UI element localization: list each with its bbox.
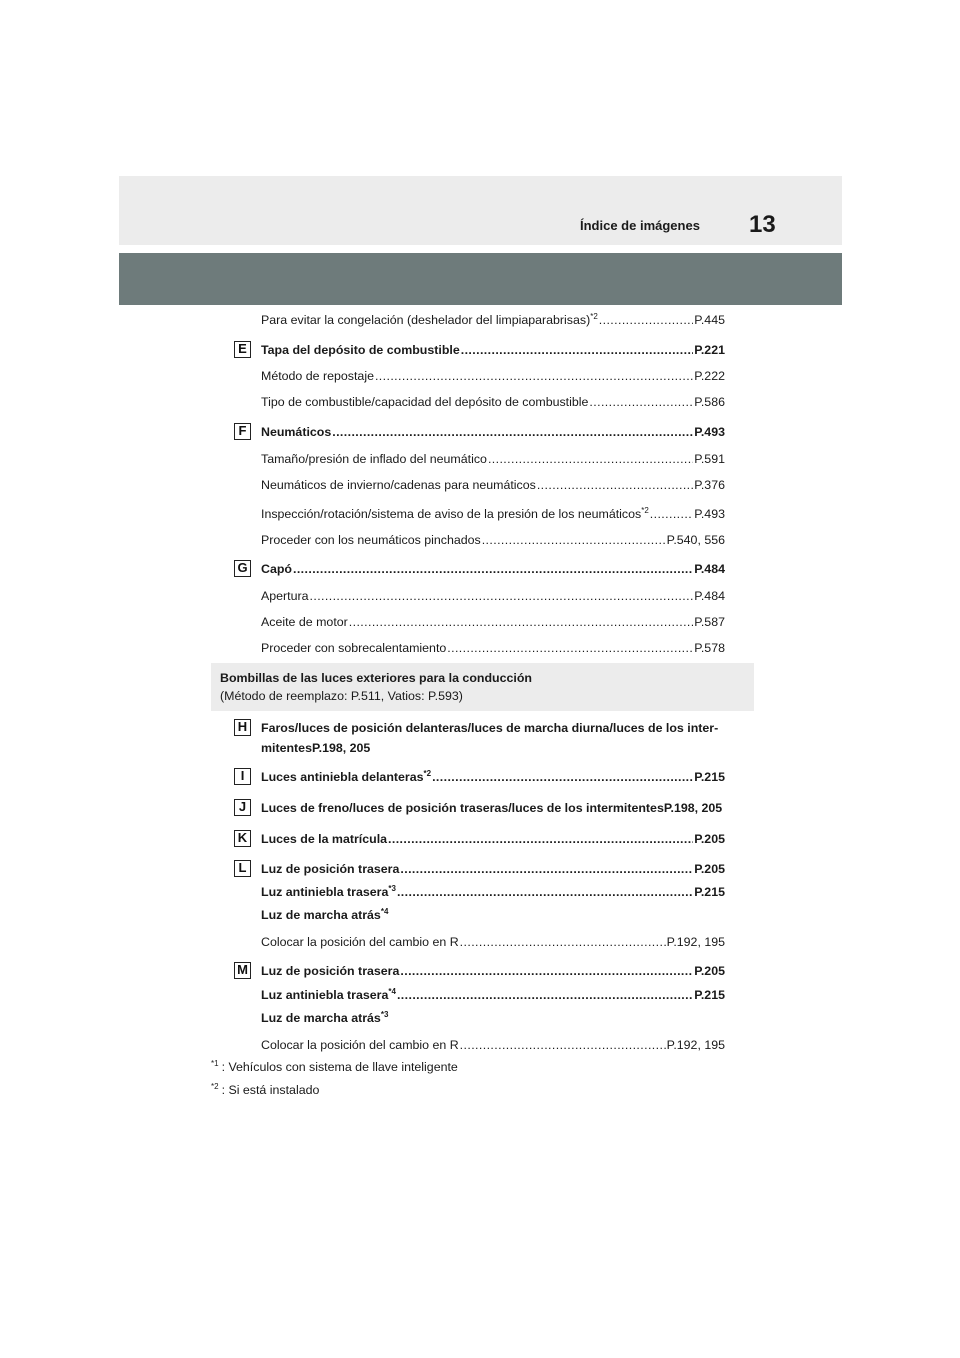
index-entry[interactable]: Neumáticos ..... P.493 <box>261 425 725 440</box>
leader-dots <box>482 533 666 548</box>
badge-k: K <box>234 830 251 847</box>
badge-l: L <box>234 860 251 877</box>
index-entry[interactable]: Apertura ..... P.484 <box>261 589 725 604</box>
index-entry-line1[interactable]: Faros/luces de posición delanteras/luces de marcha diurna/luces de los inter- <box>261 721 719 735</box>
page-ref: P.493 <box>694 507 725 521</box>
leader-dots <box>293 562 693 577</box>
badge-j: J <box>234 799 251 816</box>
page-ref: P.591 <box>694 452 725 466</box>
index-entry[interactable]: Proceder con los neumáticos pinchados ..... P.540, 556 <box>261 533 725 548</box>
index-entry[interactable]: Proceder con sobrecalentamiento ..... P.578 <box>261 641 725 656</box>
badge-e: E <box>234 341 251 358</box>
index-entry[interactable]: Capó ..... P.484 <box>261 562 725 577</box>
leader-dots <box>397 988 693 1003</box>
page-ref: P.205 <box>694 964 725 978</box>
leader-dots <box>397 885 693 900</box>
index-entry[interactable]: Luces de freno/luces de posición traseras/luces de los intermitentesP.198, 205 <box>261 801 723 815</box>
leader-dots <box>599 313 693 328</box>
page-ref: P.215 <box>694 770 725 784</box>
index-entry[interactable]: Luz de posición trasera ..... P.205 <box>261 862 725 877</box>
page-ref: P.221 <box>694 343 725 357</box>
page-number: 13 <box>749 211 776 238</box>
index-entry[interactable]: Tapa del depósito de combustible ..... P.221 <box>261 343 725 358</box>
index-entry[interactable]: Luces antiniebla delanteras$^{*2}$ ..... P.215 <box>261 770 725 785</box>
index-entry[interactable]: Luz de posición trasera ..... P.205 <box>261 964 725 979</box>
footnote-1: $^{*1}$ : Vehículos con sistema de llave inteligente <box>211 1059 458 1074</box>
index-entry[interactable]: Tipo de combustible/capacidad del depósito de combustible ..... P.586 <box>261 395 725 410</box>
badge-h: H <box>234 719 251 736</box>
page-ref: P.192, 195 <box>666 935 725 949</box>
leader-dots <box>400 862 693 877</box>
leader-dots <box>488 452 693 467</box>
leader-dots <box>332 425 693 440</box>
index-entry[interactable]: Colocar la posición del cambio en R ..... P.192, 195 <box>261 1038 725 1053</box>
index-entry-line2[interactable]: mitentesP.198, 205 <box>261 741 371 755</box>
section-header-box <box>211 663 754 711</box>
page-ref: P.192, 195 <box>666 1038 725 1052</box>
leader-dots <box>447 641 693 656</box>
page-ref: P.215 <box>694 885 725 899</box>
index-entry[interactable]: Colocar la posición del cambio en R ..... P.192, 195 <box>261 935 725 950</box>
page-ref: P.205 <box>694 832 725 846</box>
leader-dots <box>650 507 693 522</box>
leader-dots <box>460 1038 666 1053</box>
index-entry[interactable]: Neumáticos de invierno/cadenas para neumáticos ..... P.376 <box>261 478 725 493</box>
index-entry[interactable]: Método de repostaje ..... P.222 <box>261 369 725 384</box>
badge-i: I <box>234 768 251 785</box>
leader-dots <box>388 832 693 847</box>
leader-dots <box>432 770 693 785</box>
leader-dots <box>537 478 693 493</box>
footnote-2: $^{*2}$ : Si está instalado <box>211 1082 320 1097</box>
leader-dots <box>375 369 693 384</box>
leader-dots <box>349 615 693 630</box>
section-subheading: (Método de reemplazo: P.511, Vatios: P.593) <box>220 689 463 703</box>
leader-dots <box>400 964 693 979</box>
leader-dots <box>461 343 693 358</box>
page-ref: P.222 <box>694 369 725 383</box>
index-entry[interactable]: Aceite de motor ..... P.587 <box>261 615 725 630</box>
index-entry[interactable]: Para evitar la congelación (deshelador del limpiaparabrisas)$^{*2}$ ..... P.445 <box>261 313 725 328</box>
page-ref: P.586 <box>694 395 725 409</box>
page-ref: P.540, 556 <box>666 533 725 547</box>
page-ref: P.445 <box>694 313 725 327</box>
page-ref: P.484 <box>694 589 725 603</box>
page-ref: P.484 <box>694 562 725 576</box>
index-entry[interactable]: Luces de la matrícula ..... P.205 <box>261 832 725 847</box>
header-dark-band <box>119 253 842 305</box>
page-ref: P.493 <box>694 425 725 439</box>
index-entry[interactable]: Luz antiniebla trasera$^{*3}$ ..... P.215 <box>261 885 725 900</box>
section-heading: Bombillas de las luces exteriores para la conducción <box>220 671 532 685</box>
badge-f: F <box>234 423 251 440</box>
index-entry[interactable]: Luz antiniebla trasera$^{*4}$ ..... P.215 <box>261 988 725 1003</box>
section-title: Índice de imágenes <box>580 218 700 233</box>
index-entry[interactable]: Tamaño/presión de inflado del neumático ..... P.591 <box>261 452 725 467</box>
page-ref: P.578 <box>694 641 725 655</box>
index-entry[interactable]: Luz de marcha atrás$^{*3}$ <box>261 1010 389 1025</box>
page-ref: P.376 <box>694 478 725 492</box>
leader-dots <box>460 935 666 950</box>
badge-g: G <box>234 560 251 577</box>
index-entry[interactable]: Inspección/rotación/sistema de aviso de la presión de los neumáticos$^{*2}$ ..... P.493 <box>261 507 725 522</box>
header-band <box>119 176 842 245</box>
badge-m: M <box>234 962 251 979</box>
leader-dots <box>310 589 694 604</box>
index-entry[interactable]: Luz de marcha atrás$^{*4}$ <box>261 907 389 922</box>
page-ref: P.205 <box>694 862 725 876</box>
page-ref: P.587 <box>694 615 725 629</box>
page-ref: P.215 <box>694 988 725 1002</box>
leader-dots <box>589 395 693 410</box>
